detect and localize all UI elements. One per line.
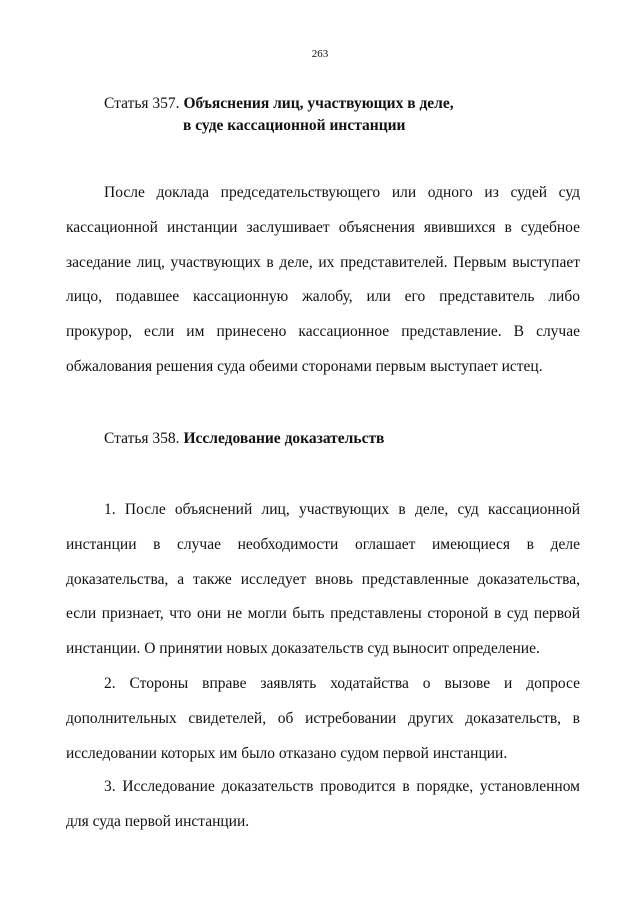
article-357-paragraph: После доклада председательствующего или одного из судей суд кассационной инстанции заслушивает объяснения явившихся в судебное заседание лиц, участвующих в деле, их представителей. Первым выступает лицо, подавшее кассационную жалобу, или его представитель либо прокурор, если им принесено кассационное представление. В случае обжалования решения суда обеими сторонами первым выступает истец.: [66, 184, 580, 375]
article-358-label: Статья 358.: [104, 430, 180, 447]
article-357-label: Статья 357.: [104, 95, 180, 112]
article-358-paragraph-2: 2. Стороны вправе заявлять ходатайства о вызове и допросе дополнительных свидетелей, об истребовании других доказательств, в исследовании которых им было отказано судом первой инстанции.: [66, 675, 580, 762]
article-358-title: Исследование доказательств: [183, 430, 385, 447]
article-357-title-line1: Объяснения лиц, участвующих в деле,: [183, 95, 454, 112]
article-357-title-line2: в суде кассационной инстанции: [183, 117, 406, 134]
article-358-paragraph-3: 3. Исследование доказательств проводится в порядке, установленном для суда первой инстанции.: [66, 778, 580, 830]
article-358-heading: [104, 428, 384, 450]
article-358-paragraph-1: 1. После объяснений лиц, участвующих в деле, суд кассационной инстанции в случае необходимости оглашает имеющиеся в деле доказательства, а также исследует вновь представленные доказательства, если признает, что они не могли быть представлены стороной в суд первой инстанции. О принятии новых доказательств суд выносит определение.: [66, 501, 580, 658]
article-357-heading: [104, 93, 454, 137]
page-number: 263: [311, 48, 329, 60]
